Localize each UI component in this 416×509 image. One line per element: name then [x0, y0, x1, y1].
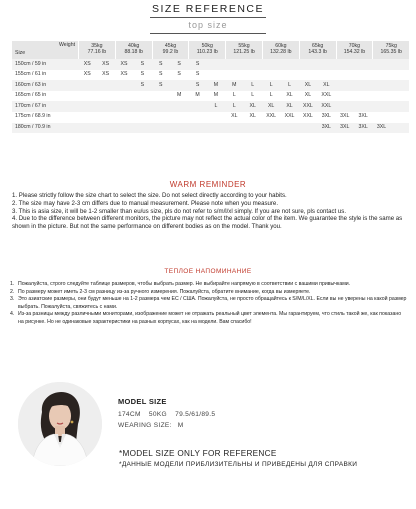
size-cell: [225, 70, 243, 81]
ru-item-number: 1.: [10, 281, 15, 287]
size-cell: [391, 59, 409, 70]
size-cell: XXL: [299, 112, 317, 123]
size-cell: [188, 112, 206, 123]
size-cell: XXL: [262, 112, 280, 123]
size-cell: [354, 80, 372, 91]
size-cell: XXL: [280, 112, 298, 123]
size-cell: [391, 70, 409, 81]
size-cell: [391, 80, 409, 91]
height-label: 160cm / 63 in: [12, 80, 78, 91]
table-row: [12, 91, 409, 102]
ru-item-text: По размеру может иметь 2-3 см разницу из-за ручного измерения. Пожалуйста, обратите внимание, когда вы измеряете.: [18, 288, 311, 295]
size-cell: 3XL: [317, 112, 335, 123]
warm-reminder-list: [12, 192, 408, 231]
height-label: 175cm / 68.9 in: [12, 112, 78, 123]
weight-header-cell: [225, 41, 262, 59]
size-cell: [170, 123, 188, 134]
size-cell: [225, 123, 243, 134]
size-cell: [170, 80, 188, 91]
size-cell: [115, 101, 133, 112]
size-cell: [96, 123, 114, 134]
size-cell: [336, 70, 354, 81]
size-cell: [372, 101, 390, 112]
size-cell: [152, 91, 170, 102]
table-row: [12, 101, 409, 112]
size-cell: S: [188, 59, 206, 70]
size-cell: XL: [317, 80, 335, 91]
size-cell: XXL: [317, 91, 335, 102]
size-cell: 3XL: [336, 123, 354, 134]
size-cell: [317, 59, 335, 70]
weight-kg: 60kg: [275, 43, 287, 50]
size-column-header: Size: [12, 41, 56, 59]
size-cell: [78, 101, 96, 112]
size-cell: S: [170, 70, 188, 81]
size-cell: [78, 123, 96, 134]
size-cell: XS: [78, 59, 96, 70]
weight-header-cell: [152, 41, 189, 59]
model-weight: 50KG: [148, 411, 167, 418]
size-cell: XS: [115, 70, 133, 81]
weight-kg: 70kg: [348, 43, 361, 50]
size-cell: 3XL: [372, 123, 390, 134]
table-row: [12, 59, 409, 70]
size-cell: XS: [96, 59, 114, 70]
size-cell: [299, 59, 317, 70]
size-cell: [372, 80, 390, 91]
size-cell: S: [170, 59, 188, 70]
size-cell: [336, 91, 354, 102]
wearing-label: WEARING SIZE:: [118, 422, 172, 429]
size-cell: [152, 101, 170, 112]
size-cell: L: [262, 80, 280, 91]
warm-reminder-item: 2. The size may have 2-3 cm differs due to manual measurement. Please note when you measure.: [12, 199, 279, 207]
size-cell: [354, 70, 372, 81]
size-cell: [317, 70, 335, 81]
size-cell: XS: [96, 70, 114, 81]
size-cell: [115, 112, 133, 123]
size-cell: [207, 112, 225, 123]
weight-lb: 132.28 lb: [270, 49, 292, 55]
size-cell: XL: [280, 91, 298, 102]
weight-lb: 121.25 lb: [233, 49, 255, 55]
size-cell: [152, 112, 170, 123]
size-cell: [115, 91, 133, 102]
height-label: 150cm / 59 in: [12, 59, 78, 70]
model-note-ru: *ДАННЫЕ МОДЕЛИ ПРИБЛИЗИТЕЛЬНЫ И ПРИВЕДЕНЫ ДЛЯ СПРАВКИ: [119, 461, 358, 468]
size-cell: S: [152, 70, 170, 81]
size-cell: 3XL: [354, 123, 372, 134]
ru-item-text: Из-за разницы между различными мониторами, изображение может не отражать реальный цвет элемента. Мы гарантируем, что стиль такой же, как показано на рисунке. Но не одинаковые характеристики на разных корпусах, как на модели. Вам спасибо!: [18, 311, 402, 325]
ru-item-number: 4.: [10, 311, 15, 318]
size-cell: XL: [280, 101, 298, 112]
size-chart-table: [12, 41, 409, 133]
ru-reminder-title: ТЕПЛОЕ НАПОМИНАНИЕ: [164, 268, 252, 275]
size-cell: [336, 80, 354, 91]
size-cell: [336, 101, 354, 112]
size-cell: L: [225, 91, 243, 102]
weight-header-cell: [188, 41, 225, 59]
weight-kg: 50kg: [201, 43, 213, 50]
size-cell: [244, 70, 262, 81]
size-cell: S: [133, 80, 151, 91]
size-cell: [372, 112, 390, 123]
weight-header-cell: [336, 41, 373, 59]
weight-header-cell: [299, 41, 336, 59]
size-cell: [225, 59, 243, 70]
size-cell: [152, 123, 170, 134]
page-title: SIZE REFERENCE: [151, 3, 264, 15]
weight-kg: 75kg: [385, 43, 397, 50]
size-cell: [280, 123, 298, 134]
warm-reminder-item: 4. Due to the difference between different monitors, the picture may not reflect the actual color of the item. We guarantee the style is the same as shown in the picture. But not the same performance on different bodies as on the model. Thank you.: [12, 215, 403, 231]
ru-reminder-list: [10, 281, 408, 327]
weight-lb: 88.18 lb: [124, 49, 143, 55]
size-cell: XL: [299, 91, 317, 102]
model-note-en: *MODEL SIZE ONLY FOR REFERENCE: [119, 449, 277, 458]
ru-item-text: Это азиатские размеры, они будут меньше на 1-2 размера чем ЕС / США. Пожалуйста, не просто обращайтесь к S/M/L/XL. Если вы не уверены на какой размер выбрать. Пожалуйста, свяжитесь с нами.: [18, 296, 407, 310]
size-cell: [280, 70, 298, 81]
size-cell: [115, 123, 133, 134]
table-header-row: [12, 41, 409, 59]
size-cell: [391, 101, 409, 112]
weight-lb: 143.3 lb: [308, 49, 327, 55]
table-row: [12, 80, 409, 91]
size-cell: [262, 123, 280, 134]
size-cell: [372, 91, 390, 102]
size-cell: XL: [262, 101, 280, 112]
warm-reminder-item: 1. Please strictly follow the size chart to select the size. Do not select directly according to your habits.: [12, 192, 287, 199]
section-subtitle: top size: [150, 17, 266, 34]
size-cell: XL: [225, 112, 243, 123]
table-row: [12, 112, 409, 123]
weight-header-cell: [78, 41, 115, 59]
size-cell: [133, 123, 151, 134]
size-cell: 3XL: [354, 112, 372, 123]
size-cell: 3XL: [336, 112, 354, 123]
size-cell: [299, 123, 317, 134]
warm-reminder-item: 3. This is asia size, it will be 1-2 smaller than eu/us size, pls do not refer to s/m/l/xl simply. If you are not sure, pls contact us.: [12, 207, 347, 215]
weight-lb: 154.32 lb: [343, 49, 366, 55]
height-label: 170cm / 67 in: [12, 101, 78, 112]
size-cell: [78, 91, 96, 102]
ru-item-number: 2.: [10, 288, 15, 295]
ru-reminder-item: [10, 311, 408, 326]
model-measurements-line: [118, 411, 221, 418]
size-cell: 3XL: [317, 123, 335, 134]
weight-lb: 165.35 lb: [380, 49, 402, 55]
wearing-size: M: [177, 422, 184, 429]
size-cell: S: [188, 80, 206, 91]
size-cell: [262, 70, 280, 81]
weight-header-cell: [115, 41, 152, 59]
size-cell: [188, 101, 206, 112]
size-cell: [96, 91, 114, 102]
weight-kg: 40kg: [128, 43, 140, 50]
size-cell: XS: [115, 59, 133, 70]
weight-kg: 45kg: [164, 43, 177, 50]
ru-reminder-item: [10, 296, 408, 311]
size-cell: XXL: [299, 101, 317, 112]
size-cell: [78, 112, 96, 123]
size-cell: XL: [244, 101, 262, 112]
weight-lb: 110.23 lb: [196, 49, 218, 55]
size-cell: [391, 123, 409, 134]
size-cell: L: [225, 101, 243, 112]
size-cell: L: [207, 101, 225, 112]
height-label: 180cm / 70.9 in: [12, 123, 78, 134]
model-wearing-line: [118, 422, 190, 429]
size-cell: [207, 59, 225, 70]
warm-reminder-title: WARM REMINDER: [169, 180, 247, 189]
weight-header-cell: [262, 41, 299, 59]
size-cell: L: [262, 91, 280, 102]
size-cell: S: [133, 70, 151, 81]
size-cell: [96, 112, 114, 123]
weight-kg: 55kg: [238, 43, 250, 50]
size-cell: [115, 80, 133, 91]
ru-reminder-item: [10, 281, 408, 289]
ru-item-text: Пожалуйста, строго следуйте таблице размеров, чтобы выбрать размер. Не выбирайте напрямую в соответствии с вашими привычками.: [18, 281, 351, 287]
size-cell: [336, 59, 354, 70]
weight-column-header: Weight: [56, 41, 78, 59]
height-label: 155cm / 61 in: [12, 70, 78, 81]
size-cell: [96, 80, 114, 91]
size-cell: [372, 59, 390, 70]
size-cell: [133, 112, 151, 123]
size-cell: S: [152, 59, 170, 70]
model-size-heading: MODEL SIZE: [118, 397, 167, 406]
size-cell: L: [280, 80, 298, 91]
size-cell: [170, 101, 188, 112]
size-cell: [372, 70, 390, 81]
weight-kg: 35kg: [91, 43, 103, 50]
table-row: [12, 123, 409, 134]
table-row: [12, 70, 409, 81]
size-cell: [78, 80, 96, 91]
size-cell: [244, 59, 262, 70]
size-cell: M: [188, 91, 206, 102]
model-photo: [18, 382, 102, 466]
size-cell: M: [207, 80, 225, 91]
size-cell: [133, 91, 151, 102]
size-cell: L: [244, 80, 262, 91]
size-cell: XL: [299, 80, 317, 91]
size-cell: [391, 112, 409, 123]
weight-lb: 77.16 lb: [87, 49, 107, 55]
size-cell: [391, 91, 409, 102]
size-cell: S: [188, 70, 206, 81]
size-cell: XXL: [317, 101, 335, 112]
size-cell: [188, 123, 206, 134]
size-cell: S: [152, 80, 170, 91]
size-cell: L: [244, 91, 262, 102]
size-cell: M: [207, 91, 225, 102]
ru-item-number: 3.: [10, 296, 15, 303]
size-cell: [280, 59, 298, 70]
size-cell: [354, 101, 372, 112]
size-cell: XS: [78, 70, 96, 81]
size-cell: [133, 101, 151, 112]
weight-header-cell: [372, 41, 409, 59]
size-cell: M: [170, 91, 188, 102]
size-cell: [207, 123, 225, 134]
size-cell: [354, 59, 372, 70]
weight-kg: 65kg: [312, 43, 324, 50]
size-cell: M: [225, 80, 243, 91]
size-cell: [244, 123, 262, 134]
size-cell: [354, 91, 372, 102]
height-label: 165cm / 65 in: [12, 91, 78, 102]
size-cell: XL: [244, 112, 262, 123]
size-cell: [96, 101, 114, 112]
size-cell: S: [133, 59, 151, 70]
model-measurements: 79.5/61/89.5: [175, 411, 216, 418]
size-cell: [170, 112, 188, 123]
size-cell: [299, 70, 317, 81]
size-cell: [207, 70, 225, 81]
size-cell: [262, 59, 280, 70]
model-height: 174CM: [118, 411, 141, 418]
weight-lb: 99.2 lb: [162, 49, 179, 55]
